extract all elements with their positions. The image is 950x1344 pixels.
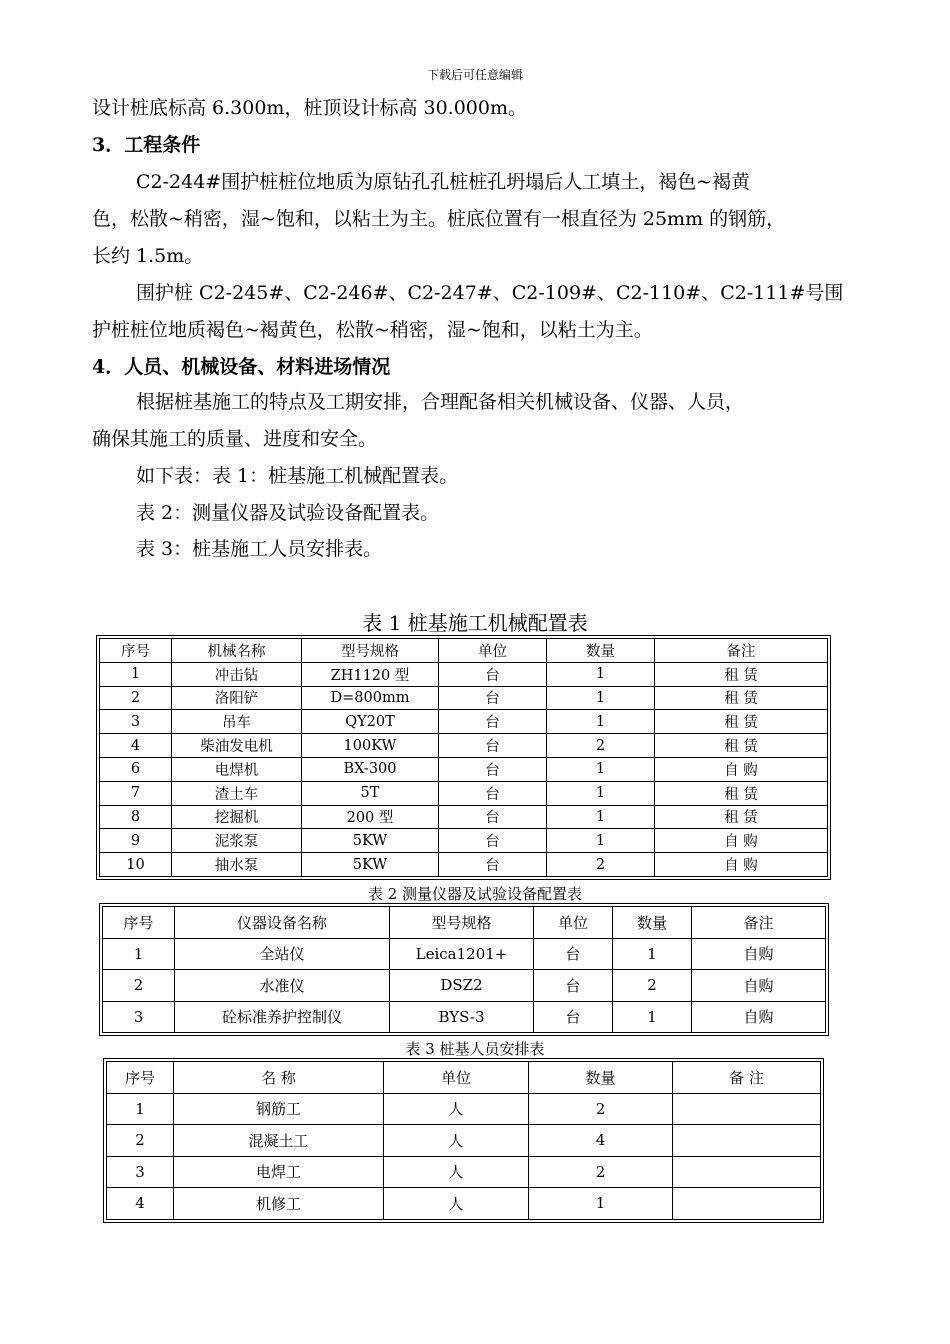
table-row (100, 805, 828, 829)
table-cell: 台 (534, 1001, 613, 1033)
table-cell: 自购 (692, 938, 826, 970)
table-cell: 9 (100, 829, 172, 853)
paragraph-line: 如下表：表 1：桩基施工机械配置表。 (136, 465, 459, 487)
table-cell: 租 赁 (655, 805, 828, 829)
table2-caption: 表 2 测量仪器及试验设备配置表 (367, 885, 583, 903)
table-cell: 2 (107, 1125, 174, 1157)
table-cell: 1 (547, 781, 655, 805)
table-cell: 2 (613, 970, 692, 1002)
header-cell: 序号 (103, 907, 175, 939)
table-header-row (103, 907, 826, 939)
table-cell: 3 (107, 1156, 174, 1188)
table-cell: 租 赁 (655, 781, 828, 805)
table-row (103, 1001, 826, 1033)
table-cell: 5KW (302, 853, 439, 877)
table-row (100, 757, 828, 781)
table-cell: 自购 (692, 1001, 826, 1033)
table-cell: ZH1120 型 (302, 662, 439, 686)
table-cell: 租 赁 (655, 734, 828, 758)
table-cell: 台 (439, 757, 547, 781)
table-cell (673, 1093, 821, 1125)
paragraph-line: C2-244#围护桩桩位地质为原钻孔孔桩桩孔坍塌后人工填土，褐色~褐黄 (136, 171, 751, 193)
table-cell (673, 1156, 821, 1188)
table1-machinery (99, 638, 828, 877)
paragraph-line: 根据桩基施工的特点及工期安排，合理配备相关机械设备、仪器、人员， (136, 391, 745, 413)
table-cell: 机修工 (174, 1188, 384, 1220)
table-cell: 100KW (302, 734, 439, 758)
table3-personnel (106, 1061, 821, 1220)
table2-instruments (102, 906, 826, 1033)
table-cell: 1 (107, 1093, 174, 1125)
paragraph-line: 表 3：桩基施工人员安排表。 (136, 538, 383, 560)
table-cell: 自 购 (655, 853, 828, 877)
table-cell: 2 (547, 853, 655, 877)
header-cell: 数量 (529, 1062, 673, 1094)
table-cell: BX-300 (302, 757, 439, 781)
table-cell: 4 (107, 1188, 174, 1220)
table-row (103, 938, 826, 970)
table-cell: 1 (103, 938, 175, 970)
table-cell (673, 1188, 821, 1220)
table-cell: 租 赁 (655, 686, 828, 710)
table-cell: 自 购 (655, 757, 828, 781)
table-row (100, 662, 828, 686)
table-cell: 吊车 (172, 710, 302, 734)
table-cell: 4 (529, 1125, 673, 1157)
table-cell: 人 (384, 1125, 529, 1157)
table-cell: 租 赁 (655, 710, 828, 734)
table-cell: 台 (439, 829, 547, 853)
table-cell: 台 (534, 970, 613, 1002)
table-cell: 洛阳铲 (172, 686, 302, 710)
table1-caption: 表 1 桩基施工机械配置表 (362, 611, 588, 635)
header-cell: 仪器设备名称 (175, 907, 390, 939)
table-row (107, 1188, 821, 1220)
table-cell (673, 1125, 821, 1157)
table-row (103, 970, 826, 1002)
table-cell: 挖掘机 (172, 805, 302, 829)
table-cell: 电焊机 (172, 757, 302, 781)
table-row (100, 734, 828, 758)
table-cell: 台 (439, 734, 547, 758)
table-row (100, 710, 828, 734)
table-cell: 7 (100, 781, 172, 805)
paragraph-line: 确保其施工的质量、进度和安全。 (92, 428, 378, 450)
table-cell: 1 (547, 757, 655, 781)
table-cell: 1 (547, 686, 655, 710)
header-cell: 型号规格 (302, 639, 439, 663)
paragraph-line: 设计桩底标高 6.300m，桩顶设计标高 30.000m。 (92, 97, 527, 119)
table3-caption: 表 3 桩基人员安排表 (405, 1040, 545, 1058)
table-cell: 砼标准养护控制仪 (175, 1001, 390, 1033)
table-row (107, 1125, 821, 1157)
table-cell: 自 购 (655, 829, 828, 853)
table-cell: 渣土车 (172, 781, 302, 805)
table-cell: DSZ2 (390, 970, 534, 1002)
paragraph-line: 长约 1.5m。 (92, 245, 204, 267)
table-row (100, 853, 828, 877)
table-cell: 全站仪 (175, 938, 390, 970)
table-cell: 抽水泵 (172, 853, 302, 877)
table-cell: 人 (384, 1093, 529, 1125)
table-cell: 3 (103, 1001, 175, 1033)
header-cell: 数量 (547, 639, 655, 663)
header-cell: 名 称 (174, 1062, 384, 1094)
table-cell: 2 (103, 970, 175, 1002)
table-row (100, 781, 828, 805)
table-cell: 自购 (692, 970, 826, 1002)
table-cell: 10 (100, 853, 172, 877)
header-cell: 数量 (613, 907, 692, 939)
header-cell: 单位 (439, 639, 547, 663)
table-cell: 8 (100, 805, 172, 829)
table-cell: 5T (302, 781, 439, 805)
table-cell: D=800mm (302, 686, 439, 710)
header-cell: 备 注 (673, 1062, 821, 1094)
table-cell: 台 (439, 853, 547, 877)
table-cell: QY20T (302, 710, 439, 734)
table-cell: 台 (534, 938, 613, 970)
header-cell: 序号 (100, 639, 172, 663)
table-row (107, 1156, 821, 1188)
table-cell: 5KW (302, 829, 439, 853)
paragraph-line: 表 2：测量仪器及试验设备配置表。 (136, 502, 440, 524)
table-cell: 台 (439, 662, 547, 686)
table-cell: 钢筋工 (174, 1093, 384, 1125)
table-cell: 水准仪 (175, 970, 390, 1002)
table-cell: 台 (439, 686, 547, 710)
header-cell: 单位 (534, 907, 613, 939)
table-cell: BYS-3 (390, 1001, 534, 1033)
table-cell: 2 (529, 1093, 673, 1125)
table-cell: 1 (613, 938, 692, 970)
table-row (107, 1093, 821, 1125)
table-cell: 台 (439, 710, 547, 734)
table-header-row (100, 639, 828, 663)
table-cell: 2 (100, 686, 172, 710)
header-cell: 机械名称 (172, 639, 302, 663)
table-cell: 200 型 (302, 805, 439, 829)
paragraph-line: 护桩桩位地质褐色~褐黄色，松散~稍密，湿~饱和，以粘土为主。 (92, 319, 653, 341)
table-row (100, 829, 828, 853)
table-cell: 租 赁 (655, 662, 828, 686)
header-cell: 备注 (655, 639, 828, 663)
section-heading-3: 3．工程条件 (92, 134, 201, 156)
header-cell: 序号 (107, 1062, 174, 1094)
table-cell: 1 (547, 662, 655, 686)
table-cell: 1 (547, 805, 655, 829)
paragraph-line: 色，松散~稍密，湿~饱和，以粘土为主。桩底位置有一根直径为 25mm 的钢筋， (92, 208, 786, 230)
table-cell: 1 (529, 1188, 673, 1220)
table-cell: 人 (384, 1188, 529, 1220)
table-cell: 冲击钻 (172, 662, 302, 686)
section-heading-4: 4．人员、机械设备、材料进场情况 (92, 356, 391, 378)
table-cell: 3 (100, 710, 172, 734)
table-cell: 1 (613, 1001, 692, 1033)
header-cell: 型号规格 (390, 907, 534, 939)
table-cell: 人 (384, 1156, 529, 1188)
table-cell: 台 (439, 805, 547, 829)
table-cell: 2 (547, 734, 655, 758)
table-cell: 电焊工 (174, 1156, 384, 1188)
table-cell: 1 (547, 829, 655, 853)
table-cell: Leica1201+ (390, 938, 534, 970)
page-header: 下载后可任意编辑 (426, 68, 523, 82)
table-row (100, 686, 828, 710)
paragraph-line: 围护桩 C2-245#、C2-246#、C2-247#、C2-109#、C2-110#、C2-111#号围 (136, 282, 844, 304)
table-cell: 泥浆泵 (172, 829, 302, 853)
table-cell: 1 (100, 662, 172, 686)
table-cell: 6 (100, 757, 172, 781)
table-cell: 柴油发电机 (172, 734, 302, 758)
table-header-row (107, 1062, 821, 1094)
table-cell: 4 (100, 734, 172, 758)
table-cell: 2 (529, 1156, 673, 1188)
header-cell: 备注 (692, 907, 826, 939)
header-cell: 单位 (384, 1062, 529, 1094)
table-cell: 混凝土工 (174, 1125, 384, 1157)
table-cell: 1 (547, 710, 655, 734)
table-cell: 台 (439, 781, 547, 805)
